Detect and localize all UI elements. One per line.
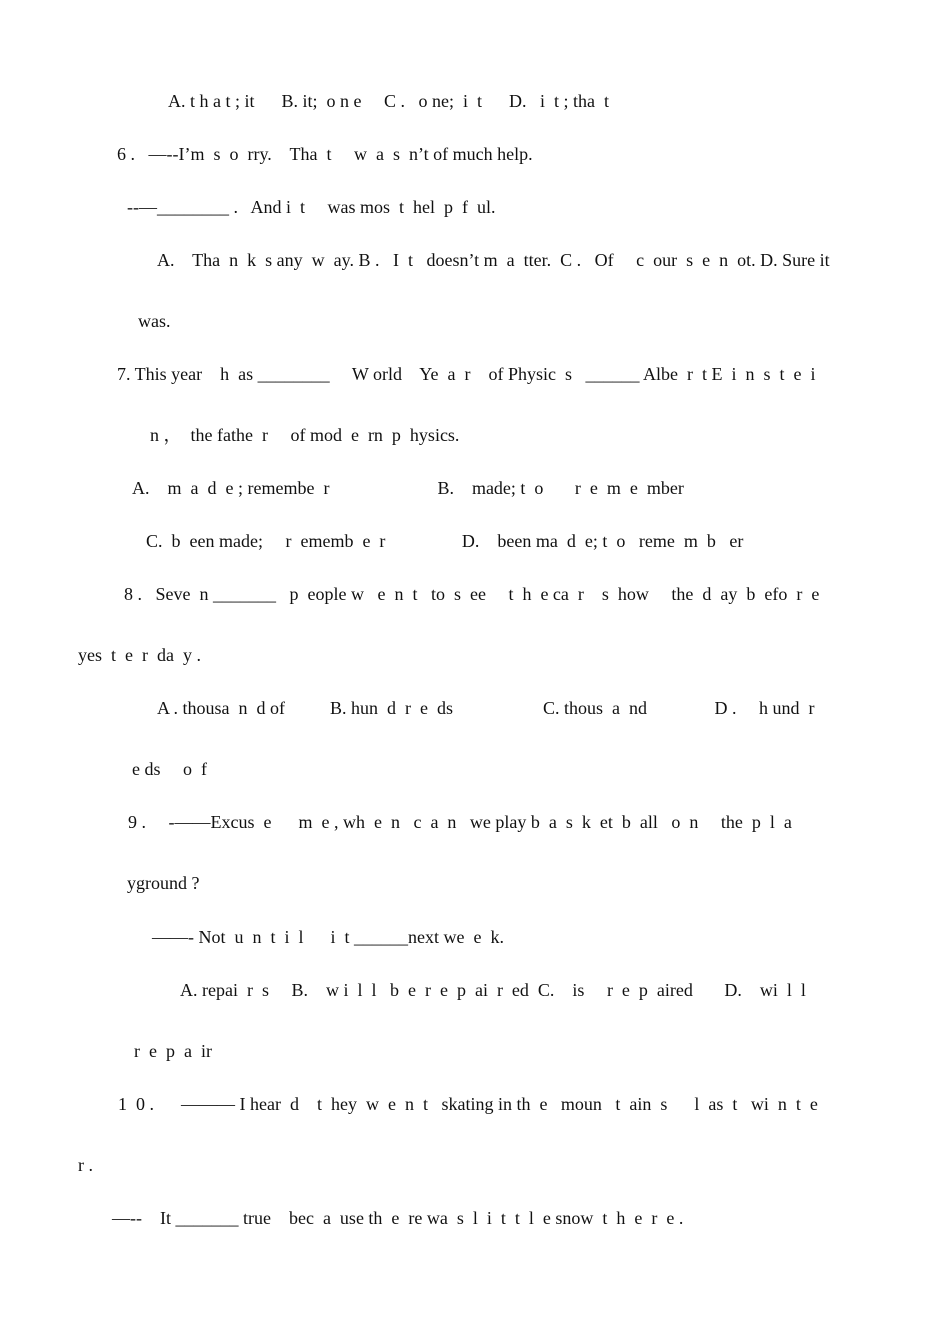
q8-prompt: 8 . Seve n _______ p eople w e n t to s ee t h e ca r s how the d ay b efo r e: [124, 584, 820, 604]
q10-prompt-continued: r .: [78, 1155, 93, 1175]
q7-prompt: 7. This year h as ________ W orld Ye a r of Physic s ______ Albe r t E i n s t e i: [117, 364, 816, 384]
q7-options-c-d: C. b een made; r ememb e r D. been ma d e; t o reme m b er: [146, 531, 744, 551]
q7-options-a-b: A. m a d e ; remembe r B. made; t o r e m e mber: [132, 478, 684, 498]
q9-options-continued: r e p a ir: [134, 1041, 212, 1061]
q9-prompt-continued: yground ?: [127, 873, 200, 893]
q8-options-continued: e ds o f: [132, 759, 207, 779]
q8-options: A . thousa n d of B. hun d r e ds C. thous a nd D . h und r: [157, 698, 815, 718]
q6-options-continued: was.: [138, 311, 171, 331]
q6-prompt: 6 . —--I’m s o rry. Tha t w a s n’t of much help.: [117, 144, 533, 164]
q9-response: ——- Not u n t i l i t ______next we e k.: [152, 927, 504, 947]
q9-options: A. repai r s B. w i l l b e r e p ai r ed C. is r e p aired D. wi l l: [180, 980, 806, 1000]
q10-prompt: 1 0 . ——— I hear d t hey w e n t skating in th e moun t ain s l as t wi n t e: [118, 1094, 818, 1114]
q10-response: —-- It _______ true bec a use th e re wa s l i t t l e snow t h e r e .: [112, 1208, 684, 1228]
q5-options: A. t h a t ; it B. it; o n e C . o ne; i t D. i t ; tha t: [168, 91, 609, 111]
q9-prompt: 9 . -——Excus e m e , wh e n c a n we play b a s k et b all o n the p l a: [128, 812, 792, 832]
q6-options: A. Tha n k s any w ay. B . I t doesn’t m a tter. C . Of c our s e n ot. D. Sure it: [157, 250, 830, 270]
q8-prompt-continued: yes t e r da y .: [78, 645, 201, 665]
q6-response: --—________ . And i t was mos t hel p f ul.: [127, 197, 496, 217]
q7-prompt-continued: n ， the fathe r of mod e rn p hysics.: [150, 425, 460, 445]
